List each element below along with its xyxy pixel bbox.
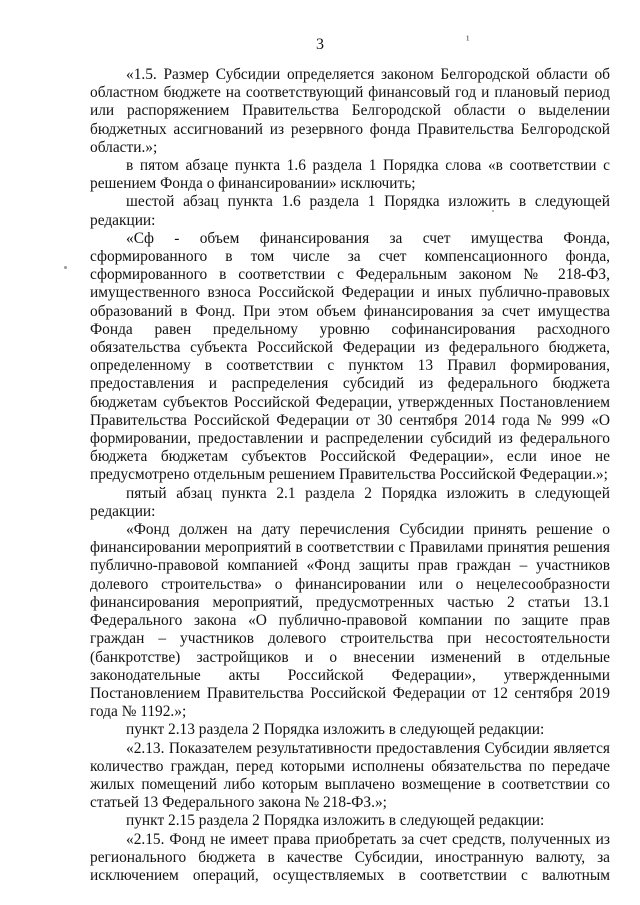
margin-mark: ¹ [466,33,470,47]
paragraph: «2.15. Фонд не имеет права приобретать за счет средств, полученных из регионального бюджета в качестве Субсидии, иностранную валюту, за исключением операций, осуществляемых в соответствии с валютным [90,830,610,884]
paragraph: пункт 2.15 раздела 2 Порядка изложить в следующей редакции: [126,812,545,830]
paragraph: в пятом абзаце пункта 1.6 раздела 1 Порядка слова «в соответствии с решением Фонда о финансировании» исключить; [90,157,610,193]
paragraph: «Сф - объем финансирования за счет имущества Фонда, сформированного в том числе за счет компенсационного фонда, сформированного в соответствии с Федеральным законом № 218-ФЗ, имущественного взноса Российской Федерации и иных публично-правовых образований в Фонд. При этом объем финансирования за счет имущества Фонда равен предельному уровню софинансирования расходного обязательства субъекта Российской Федерации из федерального бюджета, определенному в соответствии с пунктом 13 Правил формирования, предоставления и распределения субсидий из федерального бюджета бюджетам субъектов Российской Федерации, утвержденных Постановлением Правительства Российской Федерации от 30 сентября 2014 года № 999 «О формировании, предоставлении и распределении субсидий из федерального бюджета бюджетам субъектов Российской Федерации», если иное не предусмотрено отдельным решением Правительства Российской Федерации.»; [90,229,610,484]
paragraph: пункт 2.13 раздела 2 Порядка изложить в следующей редакции: [126,721,545,739]
document-body [90,66,610,885]
paragraph: шестой абзац пункта 1.6 раздела 1 Порядка изложить в следующей редакции: [90,193,610,229]
scan-speck [64,266,67,269]
paragraph: «Фонд должен на дату перечисления Субсидии принять решение о финансировании мероприятий в соответствии с Правилами принятия решения публично-правовой компанией «Фонд защиты прав граждан – участников долевого строительства» о финансировании или о нецелесообразности финансирования мероприятий, предусмотренных частью 2 статьи 13.1 Федерального закона «О публично-правовой компании по защите прав граждан – участников долевого строительства при несостоятельности (банкротстве) застройщиков и о внесении изменений в отдельные законодательные акты Российской Федерации», утвержденными Постановлением Правительства Российской Федерации от 12 сентября 2019 года № 1192.»; [90,521,610,721]
paragraph: «2.13. Показателем результативности предоставления Субсидии является количество граждан, перед которыми исполнены обязательства по передаче жилых помещений либо которым выплачено возмещение в соответствии со статьей 13 Федерального закона № 218-ФЗ.»; [90,739,610,812]
paragraph: пятый абзац пункта 2.1 раздела 2 Порядка изложить в следующей редакции: [90,484,610,520]
page-number: 3 [316,36,324,53]
paragraph: «1.5. Размер Субсидии определяется законом Белгородской области об областном бюджете на соответствующий финансовый год и плановый период или распоряжением Правительства Белгородской области о выделении бюджетных ассигнований из резервного фонда Правительства Белгородской области.»; [90,66,610,156]
